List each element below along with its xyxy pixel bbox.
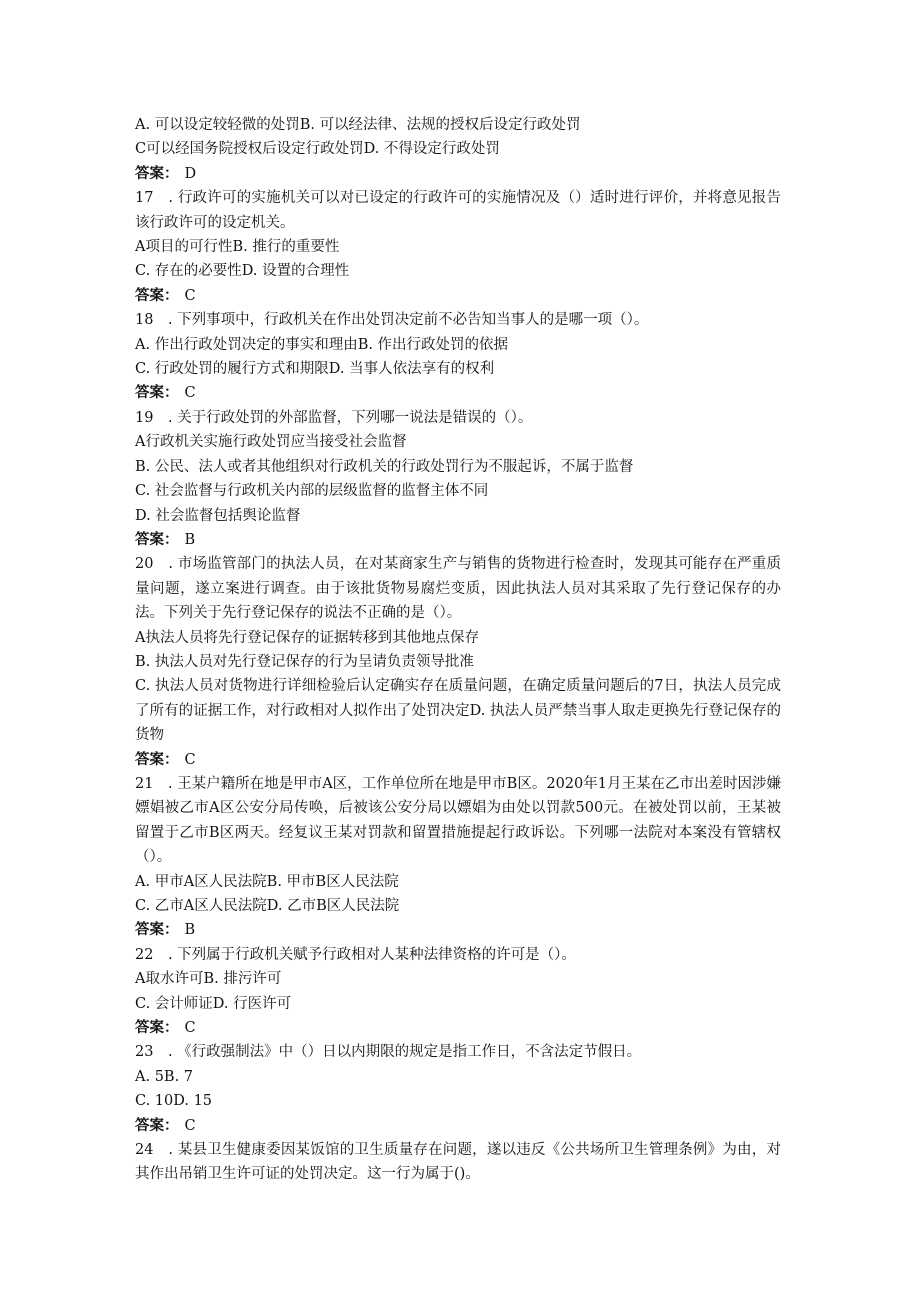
q21-options-line1: A. 甲市A区人民法院B. 甲市B区人民法院 bbox=[135, 873, 399, 890]
q23-options-line2: C. 10D. 15 bbox=[135, 1093, 213, 1110]
q16-options-line1: A. 可以设定较轻微的处罚B. 可以经法律、法规的授权后设定行政处罚 bbox=[135, 117, 581, 133]
q21-answer bbox=[135, 918, 781, 942]
answer-label: 答案： bbox=[135, 750, 179, 768]
answer-label: 答案： bbox=[135, 921, 179, 939]
q19-answer bbox=[135, 528, 781, 552]
q18-stem: 18 . 下列事项中，行政机关在作出处罚决定前不必告知当事人的是哪一项（）。 bbox=[135, 312, 649, 329]
q19-option-b: B. 公民、法人或者其他组织对行政机关的行政处罚行为不服起诉，不属于监督 bbox=[135, 458, 634, 475]
q19-option-a: A行政机关实施行政处罚应当接受社会监督 bbox=[135, 434, 407, 451]
q20-option-cd: C. 执法人员对货物进行详细检验后认定确实存在质量问题，在确定质量问题后的7日，执法人员完成了所有的证据工作，对行政相对人拟作出了处罚决定D. 执法人员严禁当事人取走更换先行登记保存的货物 bbox=[135, 678, 781, 744]
exam-page bbox=[135, 113, 781, 1187]
answer-value: C bbox=[184, 1020, 196, 1037]
q16-options-line2: C可以经国务院授权后设定行政处罚D. 不得设定行政处罚 bbox=[135, 141, 500, 158]
q21-options-line2: C. 乙市A区人民法院D. 乙市B区人民法院 bbox=[135, 898, 400, 914]
q17-stem: 17 . 行政许可的实施机关可以对已设定的行政许可的实施情况及（）适时进行评价，并将意见报告该行政许可的设定机关。 bbox=[135, 190, 781, 231]
answer-label: 答案： bbox=[135, 164, 179, 182]
answer-label: 答案： bbox=[135, 1116, 179, 1134]
answer-value: B bbox=[184, 531, 196, 548]
q20-option-a: A执法人员将先行登记保存的证据转移到其他地点保存 bbox=[135, 629, 479, 646]
q18-options-line2: C. 行政处罚的履行方式和期限D. 当事人依法享有的权利 bbox=[135, 361, 495, 378]
q18-options-line1: A. 作出行政处罚决定的事实和理由B. 作出行政处罚的依据 bbox=[135, 336, 509, 353]
q24-stem: 24 . 某县卫生健康委因某饭馆的卫生质量存在问题，遂以违反《公共场所卫生管理条例》为由，对其作出吊销卫生许可证的处罚决定。这一行为属于()。 bbox=[135, 1142, 781, 1183]
answer-value: C bbox=[184, 751, 196, 768]
answer-value: C bbox=[184, 385, 196, 402]
answer-value: B bbox=[184, 922, 196, 939]
answer-label: 答案： bbox=[135, 530, 179, 548]
q16-answer bbox=[135, 162, 781, 186]
q18-answer bbox=[135, 381, 781, 405]
q17-answer bbox=[135, 284, 781, 308]
q23-options-line1: A. 5B. 7 bbox=[135, 1068, 194, 1085]
answer-value: C bbox=[184, 1117, 196, 1134]
q17-options-line2: C. 存在的必要性D. 设置的合理性 bbox=[135, 263, 350, 280]
answer-label: 答案： bbox=[135, 1019, 179, 1037]
q21-stem: 21 . 王某户籍所在地是甲市A区，工作单位所在地是甲市B区。2020年1月王某在乙市出差时因涉嫌嫖娼被乙市A区公安分局传唤，后被该公安分局以嫖娼为由处以罚款500元。在被处罚以前，王某被留置于乙市B区两天。经复议王某对罚款和留置措施提起行政诉讼。下列哪一法院对本案没有管辖权（）。 bbox=[135, 775, 781, 866]
answer-value: D bbox=[184, 165, 197, 182]
answer-value: C bbox=[184, 287, 196, 304]
answer-label: 答案： bbox=[135, 286, 179, 304]
q22-stem: 22 . 下列属于行政机关赋予行政相对人某种法律资格的许可是（）。 bbox=[135, 946, 576, 963]
q20-stem: 20 . 市场监管部门的执法人员，在对某商家生产与销售的货物进行检查时，发现其可能存在严重质量问题，遂立案进行调查。由于该批货物易腐烂变质，因此执法人员对其采取了先行登记保存的办法。下列关于先行登记保存的说法不正确的是（）。 bbox=[135, 556, 781, 622]
q23-answer bbox=[135, 1114, 781, 1138]
q19-option-d: D. 社会监督包括舆论监督 bbox=[135, 507, 301, 524]
q17-options-line1: A项目的可行性B. 推行的重要性 bbox=[135, 239, 340, 256]
q20-option-b: B. 执法人员对先行登记保存的行为呈请负责领导批准 bbox=[135, 653, 474, 670]
q20-answer bbox=[135, 748, 781, 772]
q19-option-c: C. 社会监督与行政机关内部的层级监督的监督主体不同 bbox=[135, 483, 489, 500]
q22-answer bbox=[135, 1016, 781, 1040]
q23-stem: 23 . 《行政强制法》中（）日以内期限的规定是指工作日，不含法定节假日。 bbox=[135, 1044, 642, 1061]
answer-label: 答案： bbox=[135, 384, 179, 402]
q19-stem: 19 . 关于行政处罚的外部监督，下列哪一说法是错误的（）。 bbox=[135, 409, 533, 426]
q22-options-line1: A取水许可B. 排污许可 bbox=[135, 971, 282, 988]
q22-options-line2: C. 会计师证D. 行医许可 bbox=[135, 995, 292, 1012]
